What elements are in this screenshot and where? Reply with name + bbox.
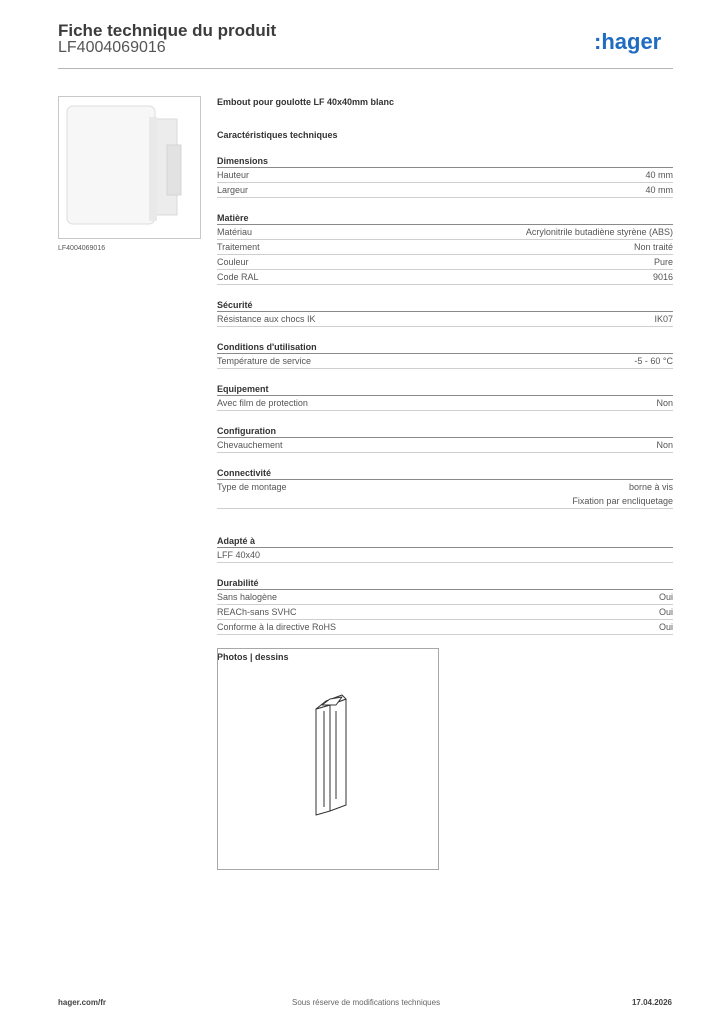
spec-row: [217, 240, 673, 255]
spec-label: Largeur: [217, 185, 249, 195]
spec-label: Chevauchement: [217, 440, 283, 450]
spec-label: LFF 40x40: [217, 550, 261, 560]
section-equipement: [217, 383, 673, 411]
section-adapte-a: [217, 535, 673, 563]
spec-row: [217, 620, 673, 635]
spec-value: Oui: [658, 607, 673, 617]
spec-value: IK07: [654, 314, 673, 324]
section-title: Connectivité: [217, 467, 673, 480]
spec-row: [217, 354, 673, 369]
spec-value: Non traité: [633, 242, 673, 252]
section-title: Sécurité: [217, 299, 673, 312]
spec-label: Résistance aux chocs IK: [217, 314, 316, 324]
spec-row: [217, 548, 673, 563]
section-title: Adapté à: [217, 535, 673, 548]
technical-specifications: [217, 96, 673, 663]
spec-value: [572, 480, 673, 508]
hager-logo-text: :hager: [594, 29, 662, 54]
spec-row: [217, 480, 673, 509]
spec-row: [217, 183, 673, 198]
footer-website: hager.com/fr: [58, 998, 107, 1007]
spec-value: -5 - 60 °C: [634, 356, 673, 366]
section-dimensions: [217, 155, 673, 198]
spec-row: [217, 255, 673, 270]
spec-row: [217, 312, 673, 327]
section-durabilite: [217, 577, 673, 635]
spec-label: Code RAL: [217, 272, 259, 282]
spec-label: Conforme à la directive RoHS: [217, 622, 337, 632]
spec-value: Non: [656, 440, 673, 450]
section-title: Dimensions: [217, 155, 673, 168]
spec-value: Acrylonitrile butadiène styrène (ABS): [525, 227, 673, 237]
hager-logo: [594, 29, 674, 55]
spec-label: Couleur: [217, 257, 249, 267]
section-title: Configuration: [217, 425, 673, 438]
spec-label: Type de montage: [217, 482, 287, 492]
spec-label: REACh-sans SVHC: [217, 607, 297, 617]
product-thumbnail: [58, 96, 201, 239]
spec-label: Sans halogène: [217, 592, 278, 602]
spec-row: [217, 396, 673, 411]
spec-value: 40 mm: [645, 185, 673, 195]
footer-date: 17.04.2026: [631, 998, 672, 1007]
thumbnail-caption: LF4004069016: [58, 245, 106, 252]
spec-label: Matériau: [217, 227, 253, 237]
footer-notice: Sous réserve de modifications techniques: [292, 998, 441, 1007]
spec-label: Température de service: [217, 356, 312, 366]
spec-value: 9016: [652, 272, 673, 282]
spec-label: Traitement: [217, 242, 260, 252]
technical-characteristics-title: Caractéristiques techniques: [217, 130, 338, 140]
section-securite: [217, 299, 673, 327]
section-matiere: [217, 212, 673, 285]
page-title: Fiche technique du produit: [58, 21, 277, 40]
spec-value: 40 mm: [645, 170, 673, 180]
product-reference: LF4004069016: [58, 39, 166, 56]
section-title: Matière: [217, 212, 673, 225]
spec-label: Hauteur: [217, 170, 250, 180]
spec-value: Pure: [653, 257, 673, 267]
spec-value-line: borne à vis: [628, 482, 673, 492]
section-configuration: [217, 425, 673, 453]
photos-title: Photos | dessins: [217, 652, 289, 662]
product-name: Embout pour goulotte LF 40x40mm blanc: [217, 97, 395, 107]
spec-row: [217, 270, 673, 285]
section-title: Conditions d'utilisation: [217, 341, 673, 354]
header-divider: [58, 68, 673, 69]
product-thumbnail-image: [59, 97, 200, 238]
spec-value: Oui: [658, 622, 673, 632]
section-connectivite: [217, 467, 673, 509]
spec-row: [217, 438, 673, 453]
spec-row: [217, 168, 673, 183]
spec-value: Non: [656, 398, 673, 408]
spec-label: Avec film de protection: [217, 398, 308, 408]
product-drawing: [217, 648, 439, 870]
section-title: Durabilité: [217, 577, 673, 590]
spec-row: [217, 225, 673, 240]
spec-row: [217, 605, 673, 620]
spec-row: [217, 590, 673, 605]
section-conditions-utilisation: [217, 341, 673, 369]
product-line-drawing: [218, 649, 438, 869]
spec-value: Oui: [658, 592, 673, 602]
spec-value-line: Fixation par encliquetage: [572, 496, 673, 506]
section-title: Equipement: [217, 383, 673, 396]
